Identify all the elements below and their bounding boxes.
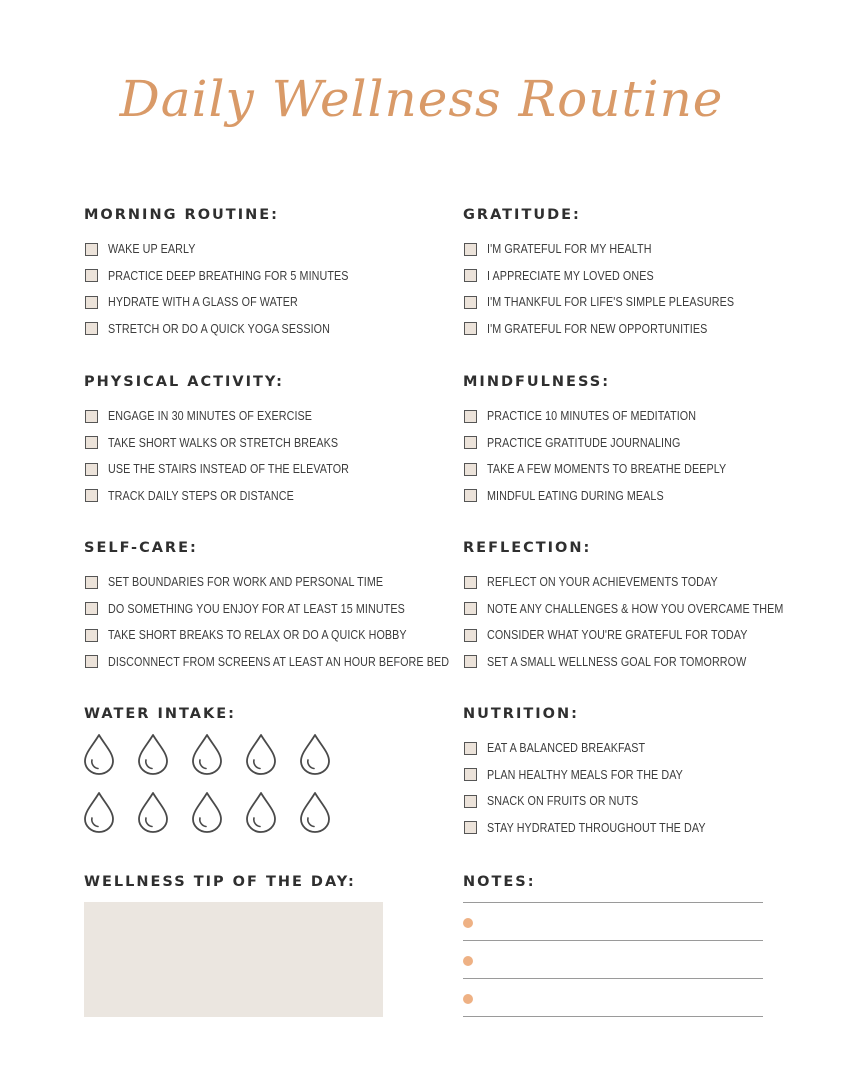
checklist-label: HYDRATE WITH A GLASS OF WATER bbox=[108, 295, 298, 310]
checklist-label: PRACTICE 10 MINUTES OF MEDITATION bbox=[487, 409, 697, 424]
water-drop-icon[interactable] bbox=[244, 733, 298, 777]
nutrition-section bbox=[463, 705, 843, 841]
checklist-label: SET BOUNDARIES FOR WORK AND PERSONAL TIME bbox=[108, 575, 384, 590]
checklist-label: I APPRECIATE MY LOVED ONES bbox=[487, 268, 654, 283]
water-drop-icon[interactable] bbox=[136, 791, 190, 835]
checkbox[interactable] bbox=[464, 629, 477, 642]
note-bullet-icon bbox=[463, 956, 473, 966]
checklist-label: TAKE SHORT WALKS OR STRETCH BREAKS bbox=[108, 435, 339, 450]
checklist-item[interactable] bbox=[84, 596, 464, 623]
checklist-label: PLAN HEALTHY MEALS FOR THE DAY bbox=[487, 767, 683, 782]
checklist-item[interactable] bbox=[84, 236, 464, 263]
checklist-item[interactable] bbox=[84, 289, 464, 316]
checkbox[interactable] bbox=[85, 243, 98, 256]
checklist-label: I'M GRATEFUL FOR NEW OPPORTUNITIES bbox=[487, 321, 708, 336]
water-drop-icon[interactable] bbox=[190, 733, 244, 777]
checklist-item[interactable] bbox=[463, 762, 843, 789]
checkbox[interactable] bbox=[464, 655, 477, 668]
section-heading: MORNING ROUTINE: bbox=[84, 207, 279, 223]
water-drop-icon[interactable] bbox=[82, 791, 136, 835]
water-drops bbox=[82, 733, 352, 849]
water-drop-icon[interactable] bbox=[190, 791, 244, 835]
water-drop-icon[interactable] bbox=[298, 791, 352, 835]
checklist-label: SET A SMALL WELLNESS GOAL FOR TOMORROW bbox=[487, 654, 747, 669]
checklist-label: TAKE A FEW MOMENTS TO BREATHE DEEPLY bbox=[487, 462, 727, 477]
wellness-tip-section bbox=[84, 873, 464, 903]
checklist-label: TAKE SHORT BREAKS TO RELAX OR DO A QUICK HOBBY bbox=[108, 628, 407, 643]
physical-activity-section bbox=[84, 373, 464, 509]
wellness-tip-box[interactable] bbox=[84, 902, 383, 1017]
checklist-item[interactable] bbox=[463, 622, 843, 649]
section-heading: REFLECTION: bbox=[463, 540, 592, 556]
checklist-label: ENGAGE IN 30 MINUTES OF EXERCISE bbox=[108, 409, 313, 424]
water-drop-row bbox=[82, 791, 352, 849]
checklist-label: NOTE ANY CHALLENGES & HOW YOU OVERCAME THEM bbox=[487, 601, 784, 616]
checklist-item[interactable] bbox=[463, 403, 843, 430]
checklist-item[interactable] bbox=[463, 456, 843, 483]
checklist-item[interactable] bbox=[84, 649, 464, 676]
checklist-label: PRACTICE DEEP BREATHING FOR 5 MINUTES bbox=[108, 268, 349, 283]
checkbox[interactable] bbox=[464, 742, 477, 755]
checklist-item[interactable] bbox=[463, 735, 843, 762]
checklist-item[interactable] bbox=[84, 403, 464, 430]
checklist-item[interactable] bbox=[84, 622, 464, 649]
section-heading: WATER INTAKE: bbox=[84, 706, 236, 722]
checklist-label: USE THE STAIRS INSTEAD OF THE ELEVATOR bbox=[108, 462, 350, 477]
checkbox[interactable] bbox=[464, 463, 477, 476]
section-heading: GRATITUDE: bbox=[463, 207, 581, 223]
checklist-label: TRACK DAILY STEPS OR DISTANCE bbox=[108, 488, 294, 503]
self-care-section bbox=[84, 539, 464, 675]
section-heading: SELF-CARE: bbox=[84, 540, 198, 556]
checklist-label: PRACTICE GRATITUDE JOURNALING bbox=[487, 435, 681, 450]
checkbox[interactable] bbox=[464, 576, 477, 589]
checklist-item[interactable] bbox=[84, 316, 464, 343]
notes-line[interactable] bbox=[463, 902, 763, 903]
water-drop-row bbox=[82, 733, 352, 791]
water-drop-icon[interactable] bbox=[298, 733, 352, 777]
checklist-label: SNACK ON FRUITS OR NUTS bbox=[487, 794, 639, 809]
checklist-label: EAT A BALANCED BREAKFAST bbox=[487, 741, 646, 756]
checkbox[interactable] bbox=[464, 296, 477, 309]
checklist-item[interactable] bbox=[463, 430, 843, 457]
checklist-label: DISCONNECT FROM SCREENS AT LEAST AN HOUR BEFORE BED bbox=[108, 654, 450, 669]
checklist-item[interactable] bbox=[463, 649, 843, 676]
mindfulness-section bbox=[463, 373, 843, 509]
checklist-item[interactable] bbox=[463, 569, 843, 596]
checklist-label: CONSIDER WHAT YOU'RE GRATEFUL FOR TODAY bbox=[487, 628, 748, 643]
morning-routine-section bbox=[84, 206, 464, 342]
checkbox[interactable] bbox=[464, 602, 477, 615]
checkbox[interactable] bbox=[464, 322, 477, 335]
checkbox[interactable] bbox=[85, 322, 98, 335]
checkbox[interactable] bbox=[464, 436, 477, 449]
checklist-label: MINDFUL EATING DURING MEALS bbox=[487, 488, 664, 503]
checkbox[interactable] bbox=[464, 768, 477, 781]
water-drop-icon[interactable] bbox=[244, 791, 298, 835]
checklist-item[interactable] bbox=[463, 788, 843, 815]
checklist-label: I'M GRATEFUL FOR MY HEALTH bbox=[487, 242, 652, 257]
checklist-item[interactable] bbox=[84, 569, 464, 596]
water-drop-icon[interactable] bbox=[82, 733, 136, 777]
checklist-item[interactable] bbox=[463, 316, 843, 343]
checklist-item[interactable] bbox=[463, 289, 843, 316]
checklist-item[interactable] bbox=[463, 263, 843, 290]
checklist-item[interactable] bbox=[84, 483, 464, 510]
section-heading: NUTRITION: bbox=[463, 706, 579, 722]
gratitude-section bbox=[463, 206, 843, 342]
checklist-item[interactable] bbox=[84, 430, 464, 457]
checklist-label: I'M THANKFUL FOR LIFE'S SIMPLE PLEASURES bbox=[487, 295, 735, 310]
checklist-item[interactable] bbox=[84, 456, 464, 483]
checklist-label: REFLECT ON YOUR ACHIEVEMENTS TODAY bbox=[487, 575, 718, 590]
water-drop-icon[interactable] bbox=[136, 733, 190, 777]
notes-line[interactable] bbox=[463, 978, 763, 979]
note-bullet-icon bbox=[463, 918, 473, 928]
checkbox[interactable] bbox=[464, 410, 477, 423]
water-intake-section bbox=[84, 705, 464, 735]
section-heading: MINDFULNESS: bbox=[463, 374, 610, 390]
section-heading: NOTES: bbox=[463, 874, 536, 890]
checkbox[interactable] bbox=[85, 436, 98, 449]
checklist-item[interactable] bbox=[463, 596, 843, 623]
checklist-item[interactable] bbox=[463, 236, 843, 263]
checklist-label: STRETCH OR DO A QUICK YOGA SESSION bbox=[108, 321, 330, 336]
checkbox[interactable] bbox=[85, 489, 98, 502]
checkbox[interactable] bbox=[85, 629, 98, 642]
checkbox[interactable] bbox=[464, 243, 477, 256]
checklist-label: STAY HYDRATED THROUGHOUT THE DAY bbox=[487, 820, 706, 835]
checklist-item[interactable] bbox=[463, 815, 843, 842]
checkbox[interactable] bbox=[464, 795, 477, 808]
section-heading: PHYSICAL ACTIVITY: bbox=[84, 374, 284, 390]
reflection-section bbox=[463, 539, 843, 675]
checkbox[interactable] bbox=[85, 655, 98, 668]
checkbox[interactable] bbox=[85, 296, 98, 309]
checklist-item[interactable] bbox=[84, 263, 464, 290]
checklist-item[interactable] bbox=[463, 483, 843, 510]
checkbox[interactable] bbox=[464, 821, 477, 834]
checkbox[interactable] bbox=[85, 410, 98, 423]
note-bullet-icon bbox=[463, 994, 473, 1004]
checklist-label: WAKE UP EARLY bbox=[108, 242, 196, 257]
notes-line[interactable] bbox=[463, 1016, 763, 1017]
checkbox[interactable] bbox=[85, 269, 98, 282]
checkbox[interactable] bbox=[85, 463, 98, 476]
notes-line[interactable] bbox=[463, 940, 763, 941]
checkbox[interactable] bbox=[464, 489, 477, 502]
checkbox[interactable] bbox=[85, 576, 98, 589]
notes-section bbox=[463, 873, 843, 903]
section-heading: WELLNESS TIP OF THE DAY: bbox=[84, 874, 356, 890]
page-title: Daily Wellness Routine bbox=[119, 70, 724, 128]
checkbox[interactable] bbox=[464, 269, 477, 282]
checklist-label: DO SOMETHING YOU ENJOY FOR AT LEAST 15 MINUTES bbox=[108, 601, 405, 616]
checkbox[interactable] bbox=[85, 602, 98, 615]
